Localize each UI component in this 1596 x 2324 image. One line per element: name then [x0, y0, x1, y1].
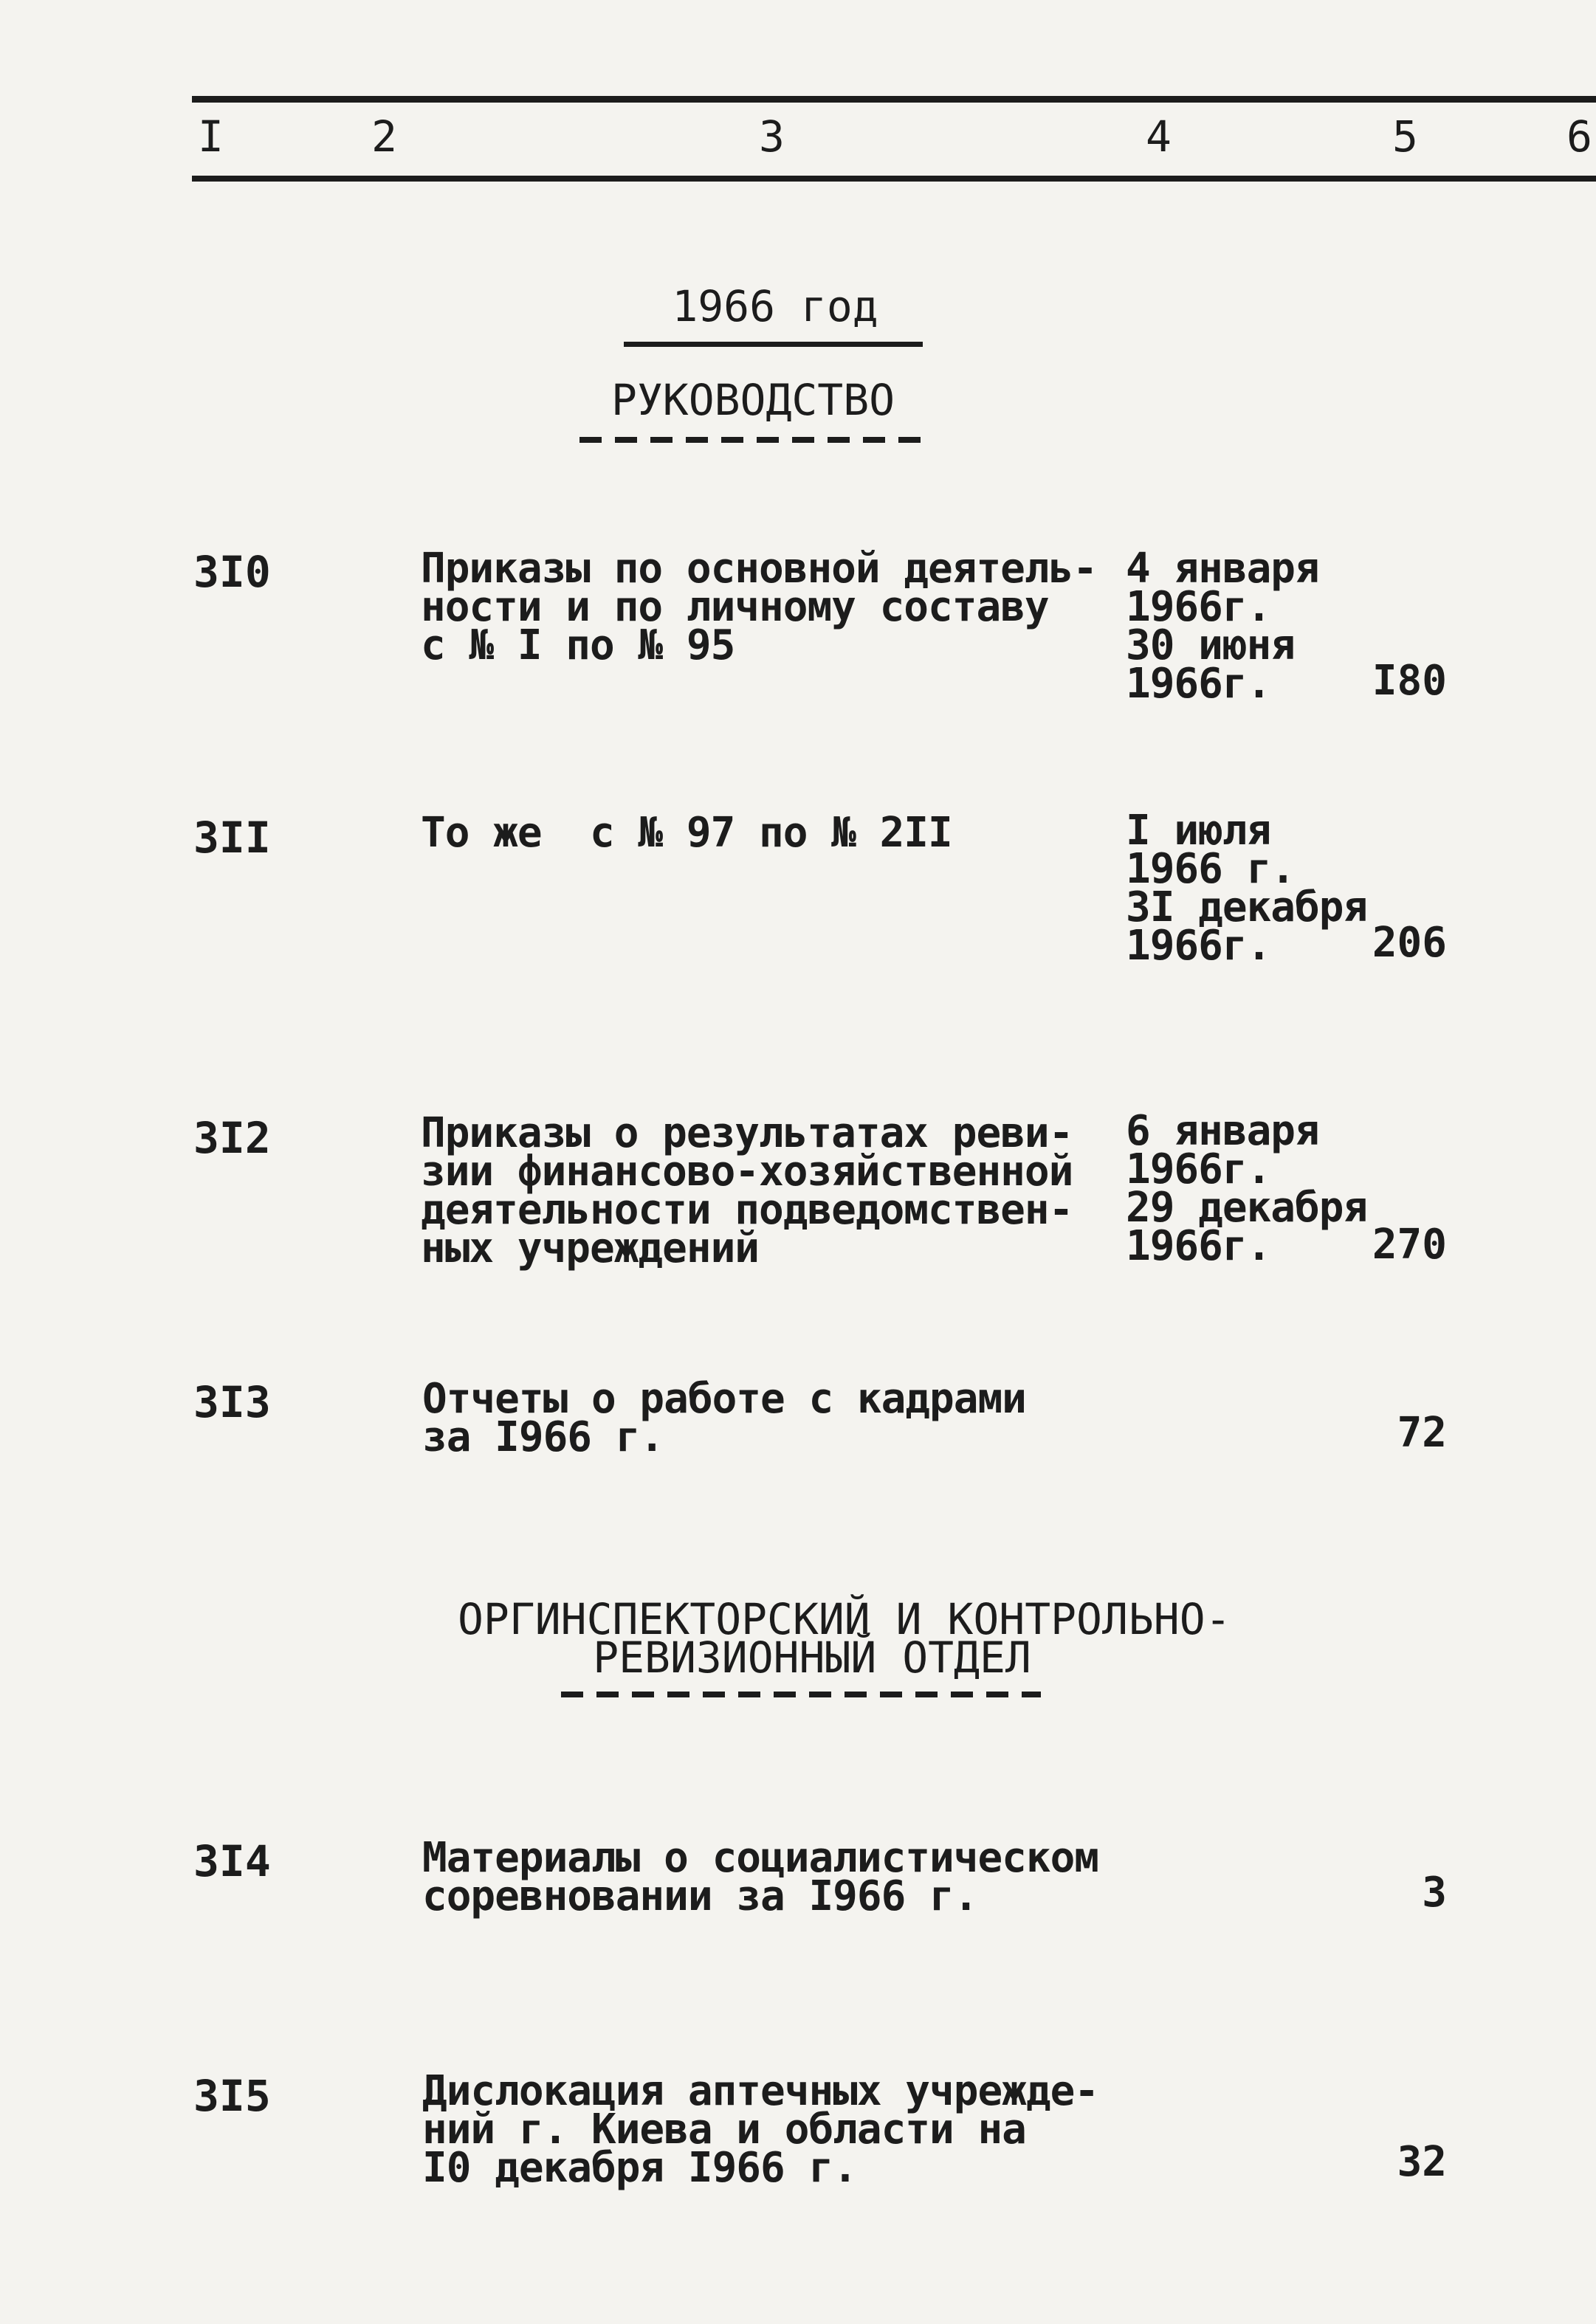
row-number: 3I3: [193, 1377, 271, 1427]
column-number-1: I: [198, 111, 224, 162]
row-title: То же с № 97 по № 2II: [421, 809, 952, 857]
row-number: 3I5: [193, 2071, 271, 2121]
row-sheet-count: 72: [1397, 1409, 1447, 1457]
section-title-dashed-underline: [579, 437, 926, 443]
row-title: Приказы о результатах реви- зии финансово-хозяйственной деятельности подведомствен- ных учреждений: [421, 1109, 1073, 1272]
row-title: Дислокация аптечных учрежде- ний г. Киева и области на I0 декабря I966 г.: [422, 2067, 1099, 2192]
section-title-dashed-underline: [561, 1692, 1041, 1697]
section-title-management: РУКОВОДСТВО: [610, 375, 895, 425]
year-heading-underline: [624, 342, 923, 347]
column-number-5: 5: [1392, 111, 1418, 162]
row-title: Приказы по основной деятель- ности и по личному составу с № I по № 95: [421, 545, 1098, 669]
row-title: Отчеты о работе с кадрами за I966 г.: [422, 1375, 1026, 1461]
row-sheet-count: I80: [1372, 657, 1447, 705]
column-number-3: 3: [759, 111, 785, 162]
row-sheet-count: 270: [1372, 1221, 1447, 1269]
row-dates: 4 января 1966г. 30 июня 1966г.: [1126, 545, 1319, 708]
row-number: 3I0: [193, 547, 271, 597]
year-heading: 1966 год: [672, 281, 878, 331]
column-number-4: 4: [1146, 111, 1172, 162]
row-sheet-count: 32: [1397, 2138, 1447, 2186]
row-number: 3II: [193, 813, 271, 863]
header-top-rule: [192, 96, 1596, 103]
column-number-6: 6: [1566, 111, 1592, 162]
row-sheet-count: 206: [1372, 919, 1447, 967]
row-dates: 6 января 1966г. 29 декабря 1966г.: [1126, 1107, 1368, 1270]
row-sheet-count: 3: [1422, 1869, 1447, 1917]
header-bottom-rule: [192, 176, 1596, 182]
row-dates: I июля 1966 г. 3I декабря 1966г.: [1126, 807, 1368, 970]
row-number: 3I4: [193, 1836, 271, 1886]
section-title-inspection-department: ОРГИНСПЕКТОРСКИЙ И КОНТРОЛЬНО- РЕВИЗИОННЫЙ ОТДЕЛ: [458, 1594, 1231, 1683]
row-number: 3I2: [193, 1113, 271, 1163]
row-title: Материалы о социалистическом соревновании за I966 г.: [422, 1834, 1099, 1920]
column-number-2: 2: [371, 111, 397, 162]
